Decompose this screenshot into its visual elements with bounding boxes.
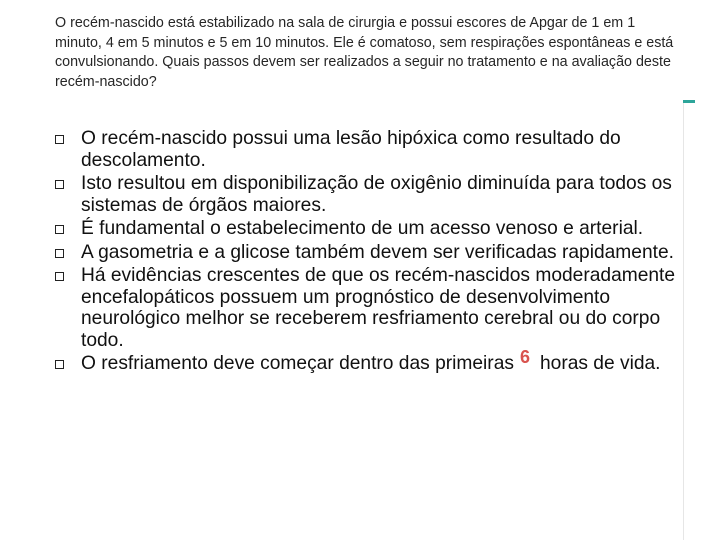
bullet-text: Isto resultou em disponibilização de oxigênio diminuída para todos os sistemas de órgãos maiores.	[81, 173, 672, 216]
bullet-item	[55, 173, 685, 216]
bullet-text: Há evidências crescentes de que os recém-nascidos moderadamente encefalopáticos possuem um prognóstico de desenvolvimento neurológico melhor se receberem resfriamento cerebral ou do corpo todo.	[81, 265, 676, 351]
square-bullet-icon	[55, 225, 64, 234]
square-bullet-icon	[55, 272, 64, 281]
bullet-text-before: O resfriamento deve começar dentro das primeiras	[81, 353, 514, 374]
accent-divider	[683, 100, 695, 103]
bullet-item	[55, 347, 685, 375]
bullet-item	[55, 218, 685, 240]
square-bullet-icon	[55, 360, 64, 369]
bullet-text: É fundamental o estabelecimento de um acesso venoso e arterial.	[81, 218, 644, 239]
bullet-item	[55, 128, 685, 171]
highlighted-number: 6	[519, 347, 530, 367]
bullet-text: O recém-nascido possui uma lesão hipóxica como resultado do descolamento.	[81, 128, 621, 171]
bullet-item	[55, 242, 685, 264]
bullet-text-after: horas de vida.	[539, 353, 661, 374]
square-bullet-icon	[55, 249, 64, 258]
question-text: O recém-nascido está estabilizado na sala de cirurgia e possui escores de Apgar de 1 em 1 minuto, 4 em 5 minutos e 5 em 10 minutos. Ele é comatoso, sem respirações espontâneas e está convulsionando. Quais passos devem ser realizados a seguir no tratamento e na avaliação deste recém-nascido?	[55, 15, 674, 90]
square-bullet-icon	[55, 180, 64, 189]
bullet-item	[55, 265, 685, 351]
square-bullet-icon	[55, 135, 64, 144]
answer-bullet-list	[55, 128, 685, 377]
bullet-text: A gasometria e a glicose também devem ser verificadas rapidamente.	[81, 241, 674, 263]
